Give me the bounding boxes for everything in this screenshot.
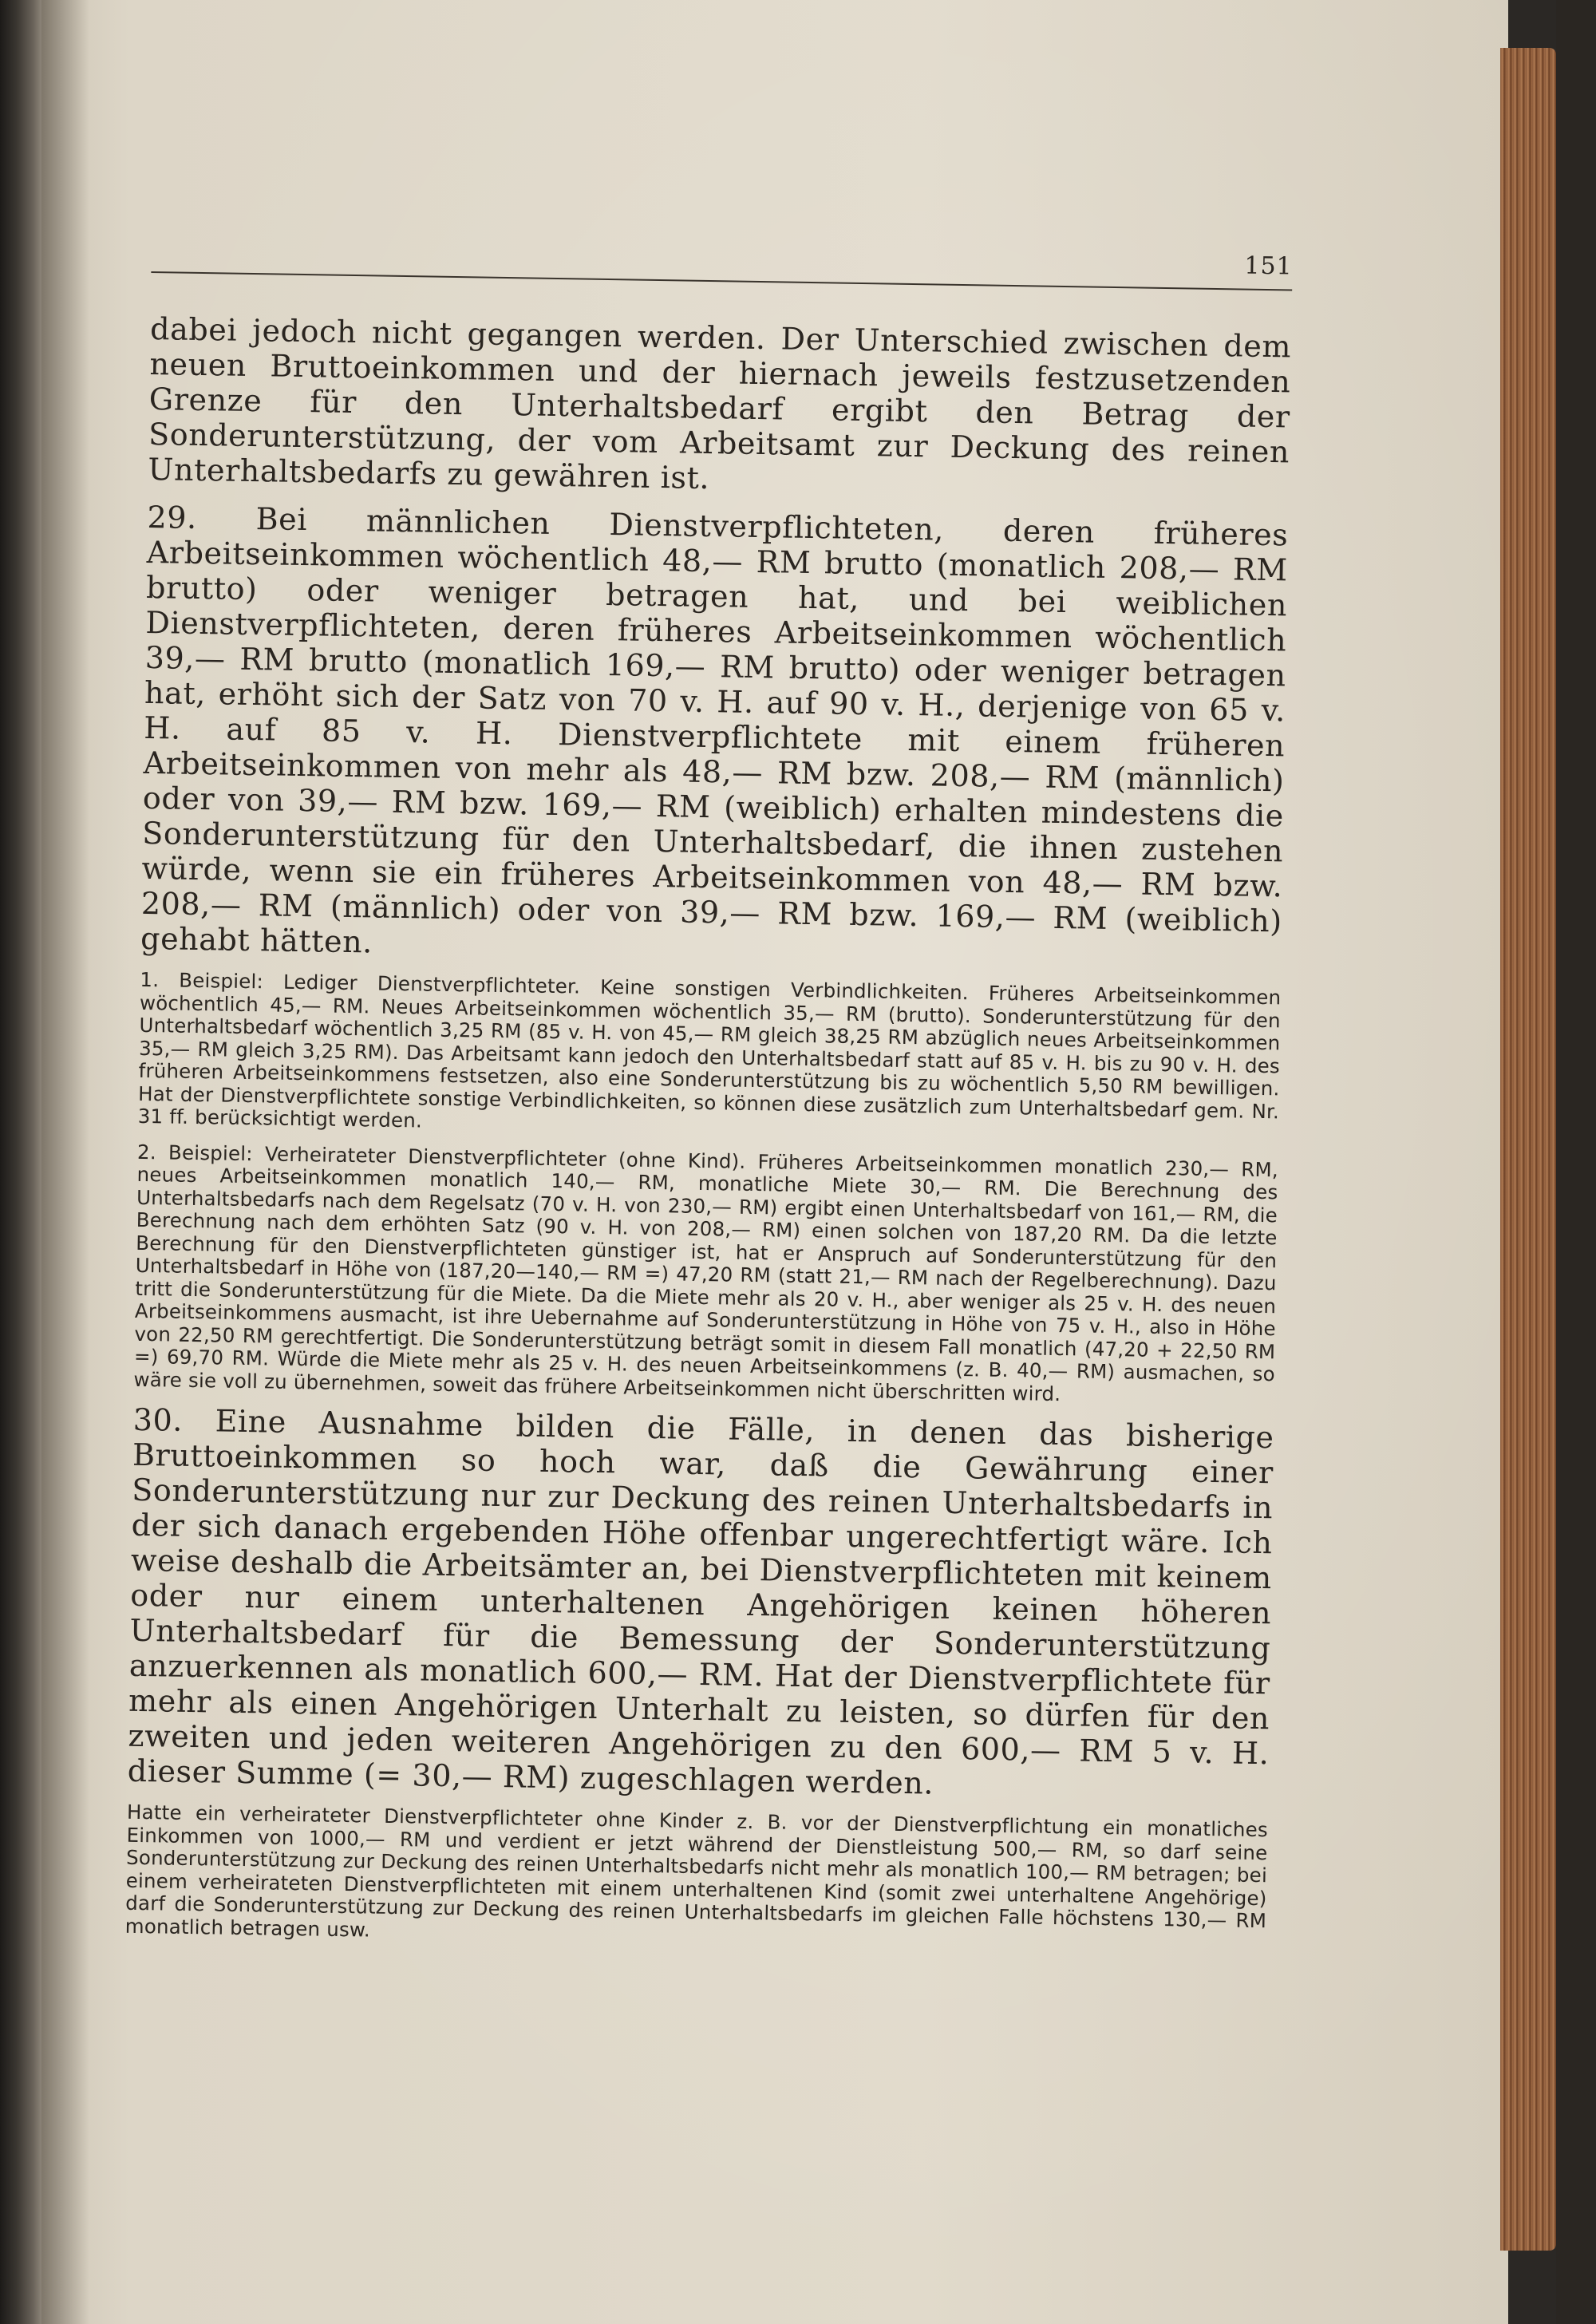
page-edges-stack	[1500, 48, 1556, 2251]
book-binding	[0, 0, 41, 2324]
example-1: 1. Beispiel: Lediger Dienstverpflichteter. Keine sonstigen Verbindlichkeiten. Früheres Arbeitseinkommen wöchentlich 45,— RM. Neues Arbeitseinkommen wöchentlich 35,— RM (brutto). Sonderunterstützung für den Unterhaltsbedarf wöchentlich 3,25 RM (85 v. H. von 45,— RM gleich 38,25 RM abzüglich neues Arbeitseinkommen 35,— RM gleich 3,25 RM). Das Arbeitsamt kann jedoch den Unterhaltsbedarf statt auf 85 v. H. bis zu 90 v. H. des früheren Arbeitseinkommens festsetzen, also eine Sonderunterstützung bis zu wöchentlich 5,50 RM bewilligen. Hat der Dienstverpflichtete sonstige Verbindlichkeiten, so können diese zusätzlich zum Unterhaltsbedarf gem. Nr. 31 ff. berücksichtigt werden.	[137, 967, 1282, 1132]
note-paragraph-30: Hatte ein verheirateter Dienstverpflichteter ohne Kinder z. B. vor der Dienstverpflichtung ein monatliches Einkommen von 1000,— RM und verdient er jetzt während der Dienstleistung 500,— RM, so darf seine Sonderunterstützung zur Deckung des reinen Unterhaltsbedarfs nicht mehr als monatlich 100,— RM betragen; bei einem verheirateten Dienstverpflichteten mit einem unterhaltenen Kind (somit zwei unterhaltene Angehörige) darf die Sonderunterstützung zur Deckung des reinen Unterhaltsbedarfs im gleichen Falle höchstens 130,— RM monatlich betragen usw.	[124, 1800, 1269, 1942]
page-content	[125, 239, 1293, 1955]
paragraph-continuation: dabei jedoch nicht gegangen werden. Der Unterschied zwischen dem neuen Bruttoeinkommen und der hiernach jeweils festzusetzenden Grenze für den Unterhaltsbedarf ergibt den Betrag der Sonderunterstützung, der vom Arbeitsamt zur Deckung des reinen Unterhaltsbedarfs zu gewähren ist.	[148, 310, 1292, 496]
paragraph-30: 30. Eine Ausnahme bilden die Fälle, in denen das bisherige Bruttoeinkommen so hoch war, daß die Gewährung einer Sonderunterstützung nur zur Deckung des reinen Unterhaltsbedarfs in der sich danach ergebenden Höhe offenbar ungerechtfertigt wäre. Ich weise deshalb die Arbeitsämter an, bei Dienstverpflichteten mit keinem oder nur einem unterhaltenen Angehörigen keinen höheren Unterhaltsbedarf für die Bemessung der Sonderunterstützung anzuerkennen als monatlich 600,— RM. Hat der Dienstverpflichtete für mehr als einen Angehörigen Unterhalt zu leisten, so dürfen für den zweiten und jeden weiteren Angehörigen zu den 600,— RM 5 v. H. dieser Summe (= 30,— RM) zugeschlagen werden.	[127, 1401, 1274, 1801]
page-number: 151	[1244, 251, 1293, 281]
example-2: 2. Beispiel: Verheirateter Dienstverpflichteter (ohne Kind). Früheres Arbeitseinkommen monatlich 230,— RM, neues Arbeitseinkommen monatlich 140,— RM, monatliche Miete 30,— RM. Die Berechnung des Unterhaltsbedarfs nach dem Regelsatz (70 v. H. von 230,— RM) ergibt einen Unterhaltsbedarf von 161,— RM, die Berechnung nach dem erhöhten Satz (90 v. H. von 208,— RM) einen solchen von 187,20 RM. Da die letzte Berechnung für den Dienstverpflichteten günstiger ist, hat er Anspruch auf Sonderunterstützung für den Unterhaltsbedarf in Höhe von (187,20—140,— RM =) 47,20 RM (statt 21,— RM nach der Regelberechnung). Dazu tritt die Sonderunterstützung für die Miete. Da die Miete mehr als 20 v. H., aber weniger als 25 v. H. des neuen Arbeitseinkommens ausmacht, ist ihre Uebernahme auf Sonderunterstützung in Höhe von 75 v. H., also in Höhe von 22,50 RM gerechtfertigt. Die Sonderunterstützung beträgt somit in diesem Fall monatlich (47,20 + 22,50 RM =) 69,70 RM. Würde die Miete mehr als 25 v. H. des neuen Arbeitseinkommens (z. B. 40,— RM) ausmachen, so wäre sie voll zu übernehmen, soweit das frühere Arbeitseinkommen nicht überschritten wird.	[133, 1140, 1279, 1405]
binding-shadow	[41, 0, 89, 2324]
scan-background-right	[1556, 0, 1596, 2324]
paragraph-29: 29. Bei männlichen Dienstverpflichteten, deren früheres Arbeitseinkommen wöchentlich 48,— RM brutto (monatlich 208,— RM brutto) oder weniger betragen hat, und bei weiblichen Dienstverpflichteten, deren früheres Arbeitseinkommen wöchentlich 39,— RM brutto (monatlich 169,— RM brutto) oder weniger betragen hat, erhöht sich der Satz von 70 v. H. auf 90 v. H., derjenige von 65 v. H. auf 85 v. H. Dienstverpflichtete mit einem früheren Arbeitseinkommen von mehr als 48,— RM bzw. 208,— RM (männlich) oder von 39,— RM bzw. 169,— RM (weiblich) erhalten mindestens die Sonderunterstützung für den Unterhaltsbedarf, die ihnen zustehen würde, wenn sie ein früheres Arbeitseinkommen von 48,— RM bzw. 208,— RM (männlich) oder von 39,— RM bzw. 169,— RM (weiblich) gehabt hätten.	[140, 499, 1289, 960]
